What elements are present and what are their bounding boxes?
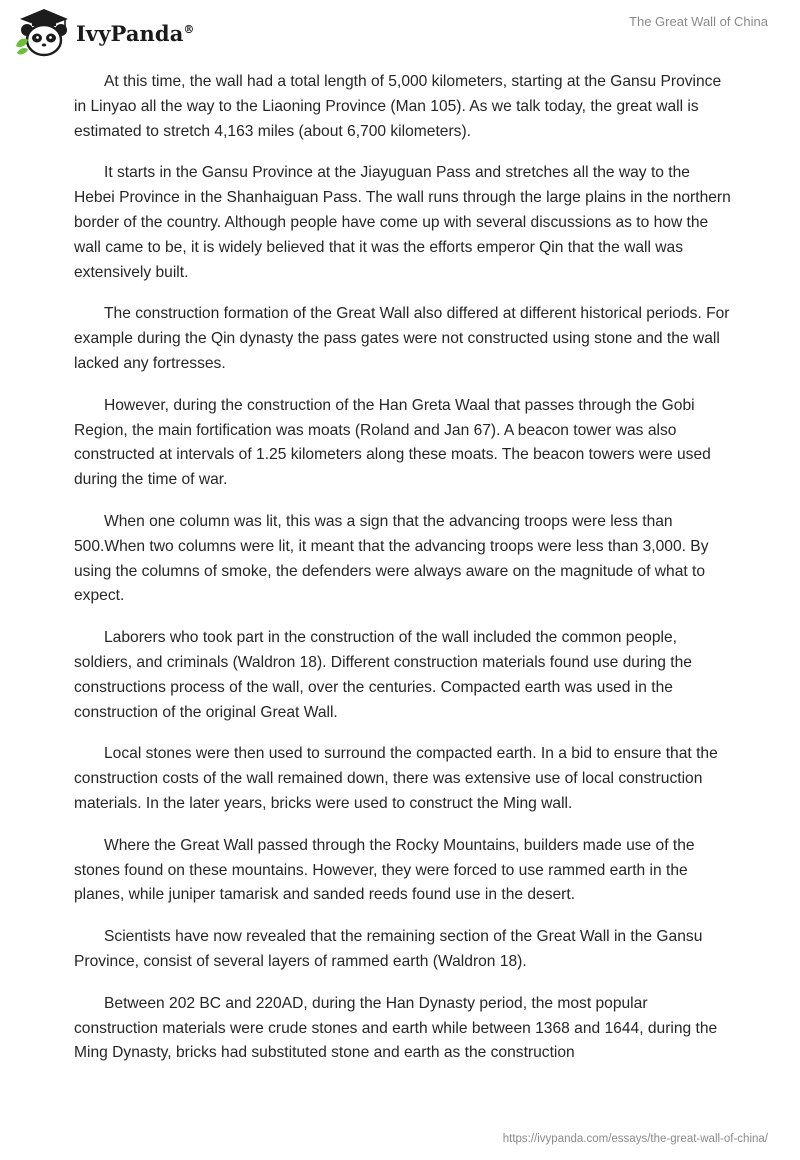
ivypanda-logo[interactable] [14, 6, 195, 58]
paragraph: Where the Great Wall passed through the Rocky Mountains, builders made use of the stones found on these mountains. However, they were forced to use rammed earth in the planes, while juniper tamarisk and sanded reeds found use in the desert. [74, 836, 695, 904]
source-url-link[interactable]: https://ivypanda.com/essays/the-great-wall-of-china/ [502, 1133, 768, 1145]
essay-body [74, 70, 734, 1083]
paragraph: Laborers who took part in the construction of the wall included the common people, soldiers, and criminals (Waldron 18). Different construction materials found use during the constructions process of the wall, over the centuries. Compacted earth was used in the construction of the original Great Wall. [74, 629, 692, 721]
brand-name: IvyPanda® [76, 20, 195, 46]
page-header [0, 0, 800, 64]
registered-mark: ® [183, 22, 195, 36]
paragraph: Scientists have now revealed that the remaining section of the Great Wall in the Gansu Province, consist of several layers of rammed earth (Waldron 18). [74, 928, 703, 970]
panda-graduate-icon [14, 6, 72, 58]
paragraph: Local stones were then used to surround the compacted earth. In a bid to ensure that the construction costs of the wall remained down, there was extensive use of local construction materials. In the later years, bricks were used to construct the Ming wall. [74, 745, 718, 812]
paragraph: When one column was lit, this was a sign that the advancing troops were less than 500.When two columns were lit, it meant that the advancing troops were less than 3,000. By using the columns of smoke, the defenders were always aware on the magnitude of what to expect. [74, 512, 709, 605]
paragraph: However, during the construction of the Han Greta Waal that passes through the Gobi Region, the main fortification was moats (Roland and Jan 67). A beacon tower was also constructed at intervals of 1.25 kilometers along these moats. The beacon towers were used during the time of war. [74, 396, 711, 489]
paragraph: The construction formation of the Great Wall also differed at different historical periods. For example during the Qin dynasty the pass gates were not constructed using stone and the wall lacked any fortresses. [74, 305, 730, 372]
document-title: The Great Wall of China [629, 14, 768, 29]
paragraph: At this time, the wall had a total length of 5,000 kilometers, starting at the Gansu Province in Linyao all the way to the Liaoning Province (Man 105). As we talk today, the great wall is estimated to stretch 4,163 miles (about 6,700 kilometers). [74, 73, 722, 140]
paragraph: Between 202 BC and 220AD, during the Han Dynasty period, the most popular construction materials were crude stones and earth while between 1368 and 1644, during the Ming Dynasty, bricks had substituted stone and earth as the construction [74, 994, 718, 1062]
paragraph: It starts in the Gansu Province at the Jiayuguan Pass and stretches all the way to the Hebei Province in the Shanhaiguan Pass. The wall runs through the large plains in the northern border of the country. Although people have come up with several discussions as to how the wall came to be, it is widely believed that it was the efforts emperor Qin that the wall was extensively built. [74, 164, 731, 281]
